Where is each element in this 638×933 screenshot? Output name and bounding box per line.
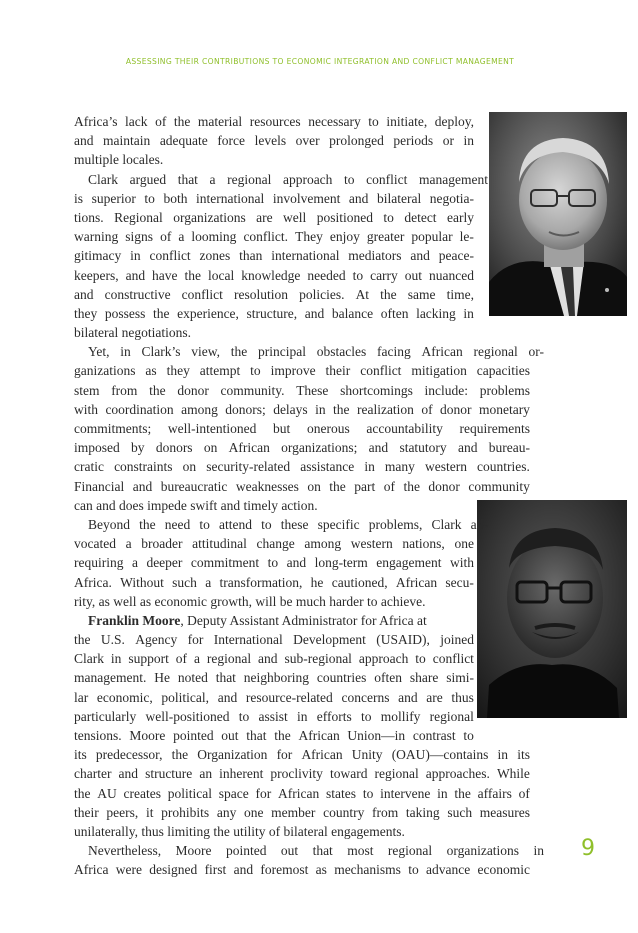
body-line: Nevertheless, Moore pointed out that most regional organizations in xyxy=(88,843,544,859)
body-line: multiple locales. xyxy=(74,152,164,168)
body-line: rity, as well as economic growth, will be much harder to achieve. xyxy=(74,593,426,609)
body-line-moore-intro xyxy=(74,611,488,630)
body-line: Yet, in Clark’s view, the principal obstacles facing African regional or- xyxy=(88,344,544,360)
body-line: and maintain adequate force levels over prolonged periods or in xyxy=(74,133,474,149)
body-line: Clark argued that a regional approach to conflict management xyxy=(88,171,488,187)
body-line: with coordination among donors; delays in the realization of donor monetary xyxy=(74,401,530,417)
body-line: its predecessor, the Organization for African Unity (OAU)—contains in its xyxy=(74,747,530,763)
body-line: cratic constraints on security-related assistance in many western countries. xyxy=(74,459,530,475)
speaker-name: Franklin Moore xyxy=(88,612,181,628)
body-line: particularly well-positioned to assist in efforts to mollify regional xyxy=(74,708,474,724)
body-line: Clark in support of a regional and sub-regional approach to conflict xyxy=(74,651,474,667)
body-line: unilaterally, thus limiting the utility of bilateral engagements. xyxy=(74,823,405,839)
body-line: tions. Regional organizations are well positioned to detect early xyxy=(74,209,474,225)
body-line: and constructive conflict resolution policies. At the same time, xyxy=(74,286,474,302)
body-line: management. He noted that neighboring countries often share simi- xyxy=(74,670,474,686)
body-line: Financial and bureaucratic weaknesses on the part of the donor community xyxy=(74,478,530,494)
body-line: vocated a broader attitudinal change among western nations, one xyxy=(74,536,474,552)
body-line: imposed by donors on African organizations; and statutory and bureau- xyxy=(74,440,530,456)
body-line: ganizations as they attempt to improve their conflict mitigation capacities xyxy=(74,363,530,379)
running-header: ASSESSING THEIR CONTRIBUTIONS TO ECONOMIC INTEGRATION AND CONFLICT MANAGEMENT xyxy=(125,57,515,66)
body-line: stem from the donor community. These shortcomings include: problems xyxy=(74,382,530,398)
body-line: their peers, it prohibits any one member country from taking such measures xyxy=(74,804,530,820)
body-text xyxy=(74,112,544,880)
body-line: the U.S. Agency for International Development (USAID), joined xyxy=(74,632,474,648)
body-line: warning signs of a looming conflict. They enjoy greater popular le- xyxy=(74,229,474,245)
body-line: Africa were designed first and foremost as mechanisms to advance economic xyxy=(74,862,530,878)
body-line: Africa. Without such a transformation, he cautioned, African secu- xyxy=(74,574,474,590)
body-line: commitments; well-intentioned but onerous accountability requirements xyxy=(74,421,530,436)
body-line: bilateral negotiations. xyxy=(74,325,191,341)
body-line: tensions. Moore pointed out that the African Union—in contrast to xyxy=(74,728,474,743)
speaker-title: , Deputy Assistant Administrator for Africa at xyxy=(180,612,427,628)
body-line: requiring a deeper commitment to and long-term engagement with xyxy=(74,555,474,571)
body-line: is superior to both international involvement and bilateral negotia- xyxy=(74,190,474,206)
body-line: gitimacy in conflict zones than international mediators and peace- xyxy=(74,248,474,264)
page-number: 9 xyxy=(581,836,595,861)
body-line: keepers, and have the local knowledge needed to carry out nuanced xyxy=(74,267,474,283)
body-line: can and does impede swift and timely action. xyxy=(74,497,318,513)
body-line: charter and structure an inherent proclivity toward regional approaches. While xyxy=(74,766,530,782)
body-line: the AU creates political space for African states to intervene in the affairs of xyxy=(74,785,530,801)
body-line: they possess the experience, structure, and balance often lacking in xyxy=(74,305,474,321)
body-line: Beyond the need to attend to these specific problems, Clark ad- xyxy=(88,516,488,532)
body-line: lar economic, political, and resource-related concerns and are thus xyxy=(74,689,474,705)
body-line: Africa’s lack of the material resources necessary to initiate, deploy, xyxy=(74,114,474,129)
